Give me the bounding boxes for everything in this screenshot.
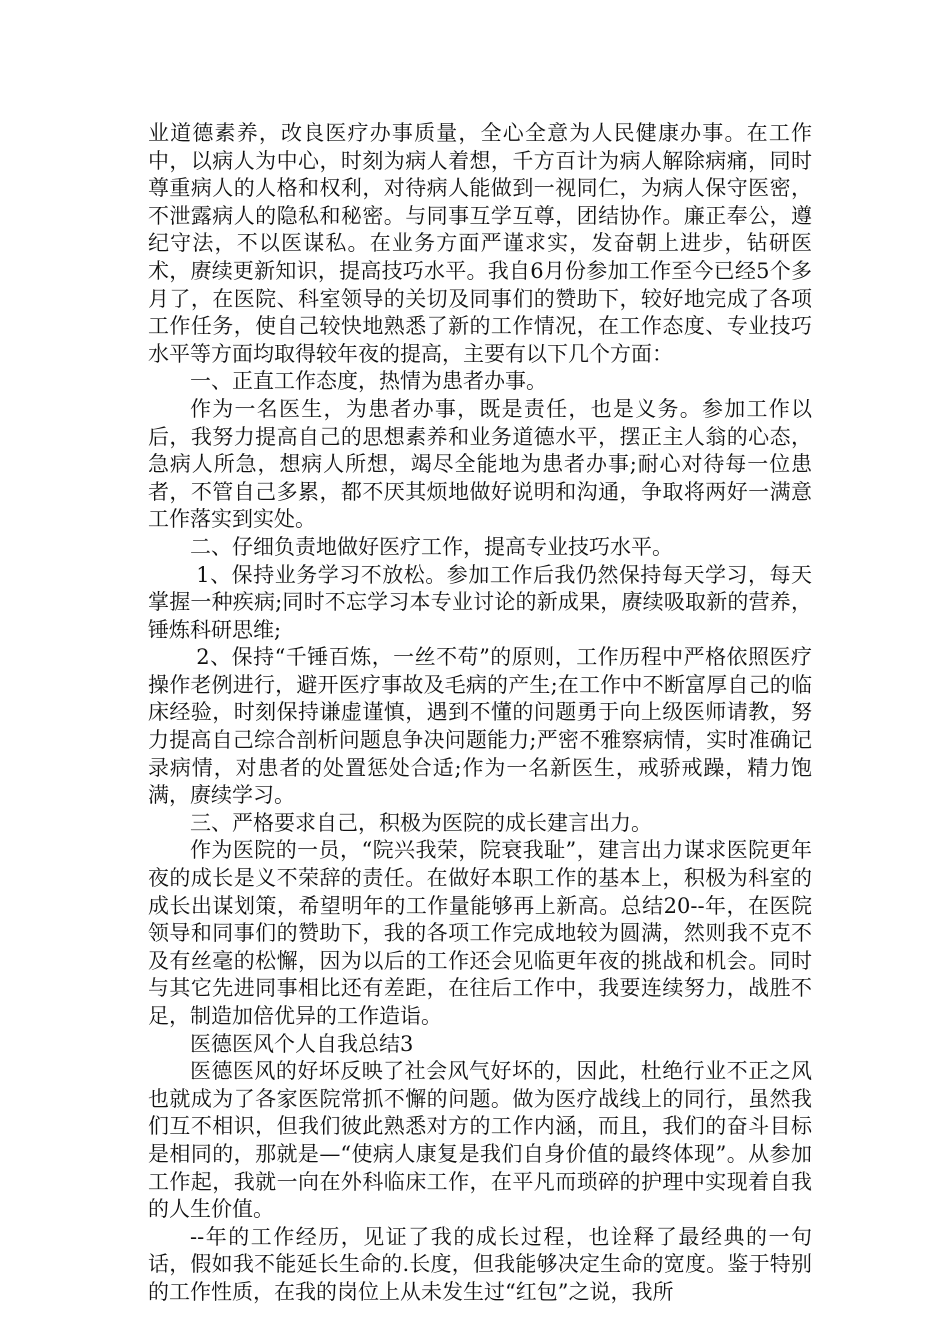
heading-section-3: 三、严格要求自己，积极为医院的成长建言出力。 (190, 810, 652, 835)
document-page (148, 120, 812, 1307)
paragraph-item-1: 1、保持业务学习不放松。参加工作后我仍然保持每天学习，每天掌握一种疾病;同时不忘学习本专业讨论的新成果，赓续吸取新的营养，锤炼科研思维; (148, 562, 812, 642)
paragraph-section-3: 作为医院的一员，“院兴我荣，院衰我耻”，建言出力谋求医院更年夜的成长是义不荣辞的责任。在做好本职工作的基本上，积极为科室的成长出谋划策，希望明年的工作量能够再上新高。总结20--年，在医院领导和同事们的赞助下，我的各项工作完成地较为圆满，然则我不克不及有丝毫的松懈，因为以后的工作还会见临更年夜的挑战和机会。同时与其它先进同事相比还有差距，在往后工作中，我要连续努力，战胜不足，制造加倍优异的工作造诣。 (148, 838, 812, 1028)
heading-summary-3: 医德医风个人自我总结3 (190, 1031, 414, 1056)
paragraph-item-2: 2、保持“千锤百炼，一丝不苟”的原则，工作历程中严格依照医疗操作老例进行，避开医疗事故及毛病的产生;在工作中不断富厚自己的临床经验，时刻保持谦虚谨慎，遇到不懂的问题勇于向上级医师请教，努力提高自己综合剖析问题息争决问题能力;严密不雅察病情，实时准确记录病情，对患者的处置惩处合适;作为一名新医生，戒骄戒躁，精力饱满，赓续学习。 (148, 645, 812, 808)
paragraph-intro: 业道德素养，改良医疗办事质量，全心全意为人民健康办事。在工作中，以病人为中心，时刻为病人着想，千方百计为病人解除病痛，同时尊重病人的人格和权利，对待病人能做到一视同仁，为病人保守医密，不泄露病人的隐私和秘密。与同事互学互尊，团结协作。廉正奉公，遵纪守法，不以医谋私。在业务方面严谨求实，发奋朝上进步，钻研医术，赓续更新知识，提高技巧水平。我自6月份参加工作至今已经5个多月了，在医院、科室领导的关切及同事们的赞助下，较好地完成了各项工作任务，使自己较快地熟悉了新的工作情况，在工作态度、专业技巧水平等方面均取得较年夜的提高，主要有以下几个方面： (148, 121, 812, 366)
paragraph-summary-3-body: --年的工作经历，见证了我的成长过程，也诠释了最经典的一句话，假如我不能延长生命的.长度，但我能够决定生命的宽度。鉴于特别的工作性质，在我的岗位上从未发生过“红包”之说，我所 (148, 1224, 812, 1304)
paragraph-section-1: 作为一名医生，为患者办事，既是责任，也是义务。参加工作以后，我努力提高自己的思想素养和业务道德水平，摆正主人翁的心态，急病人所急，想病人所想，竭尽全能地为患者办事;耐心对待每一位患者，不管自己多累，都不厌其烦地做好说明和沟通，争取将两好一满意工作落实到实处。 (148, 396, 812, 532)
heading-section-1: 一、正直工作态度，热情为患者办事。 (190, 369, 547, 394)
paragraph-summary-3-intro: 医德医风的好坏反映了社会风气好坏的，因此，杜绝行业不正之风也就成为了各家医院常抓不懈的问题。做为医疗战线上的同行，虽然我们互不相识，但我们彼此熟悉对方的工作内涵，而且，我们的奋斗目标是相同的，那就是—“使病人康复是我们自身价值的最终体现”。从参加工作起，我就一向在外科临床工作，在平凡而琐碎的护理中实现着自我的人生价值。 (148, 1059, 812, 1222)
heading-section-2: 二、仔细负责地做好医疗工作，提高专业技巧水平。 (190, 534, 673, 559)
